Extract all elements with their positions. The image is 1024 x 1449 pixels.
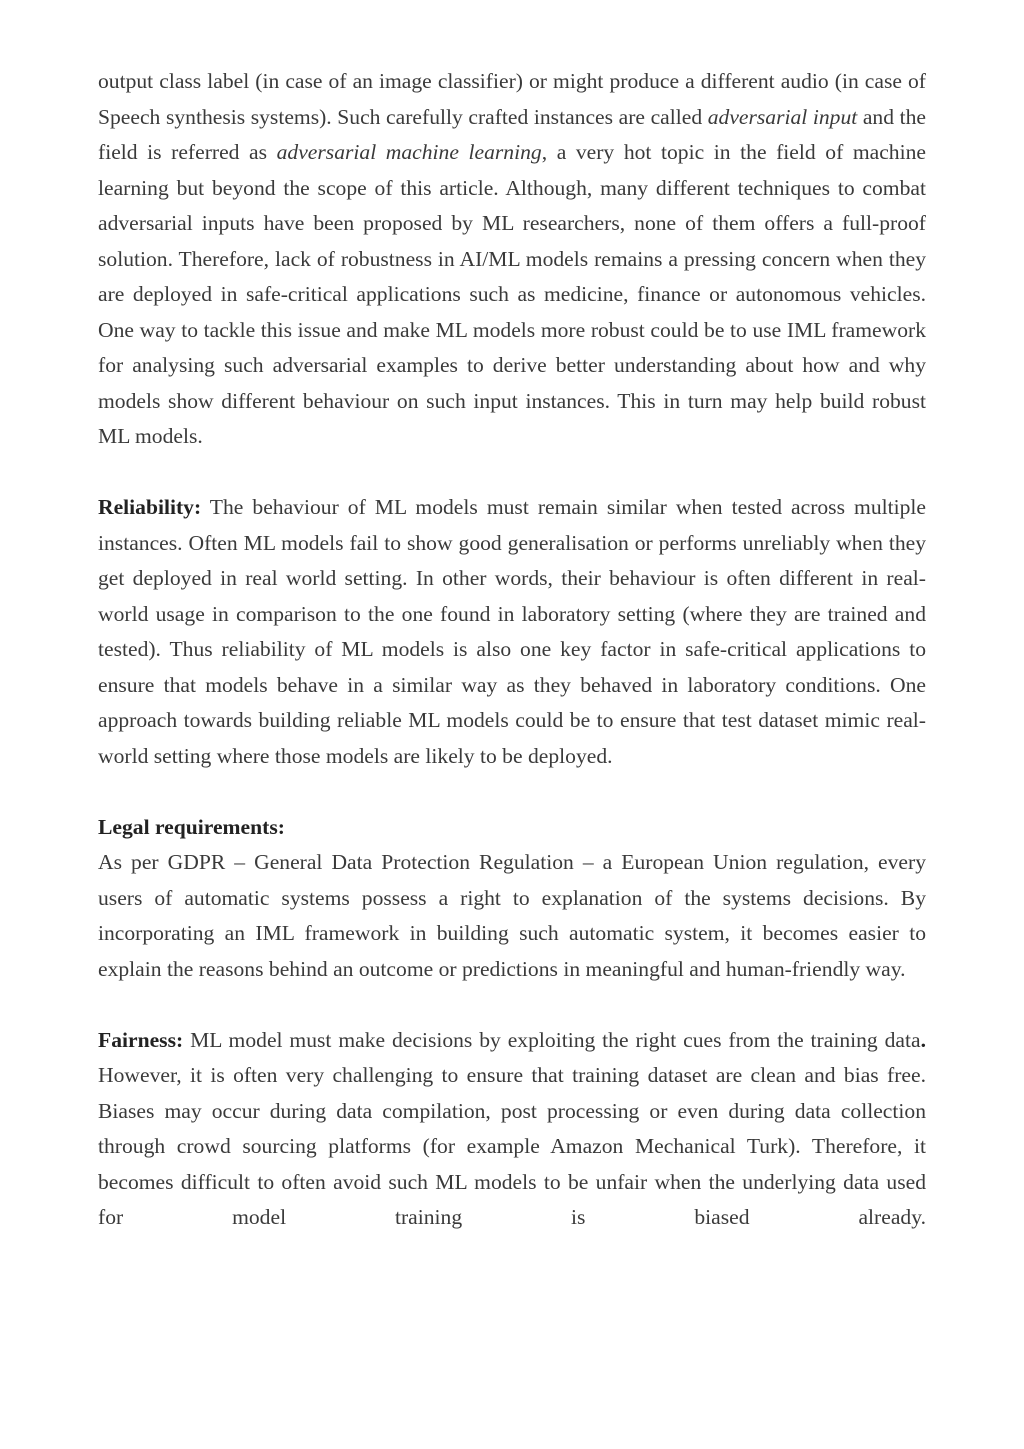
text-run: The behaviour of ML models must remain similar when tested across multiple instances. Often ML models fail to show good generalisation or performs unreliably when they get deployed in real world setting. In other words, their behaviour is often different in real-world usage in comparison to the one found in laboratory setting (where they are trained and tested). Thus reliability of ML models is also one key factor in safe-critical applications to ensure that models behave in a similar way as they behaved in laboratory conditions. One approach towards building reliable ML models could be to ensure that test dataset mimic real-world setting where those models are likely to be deployed. xyxy=(98,495,926,768)
paragraph-spacer xyxy=(98,987,926,1023)
paragraph-reliability xyxy=(98,490,926,774)
fairness-lead: Fairness: xyxy=(98,1027,184,1052)
document-page xyxy=(98,64,926,1236)
legal-heading: Legal requirements: xyxy=(98,814,285,839)
text-run: output class label (in case of an image classifier) or might produce a different audio (in case of Speech synthesis systems). Such carefully crafted instances are called xyxy=(98,69,926,129)
text-run: , a very hot topic in the field of machine learning but beyond the scope of this article. Although, many different techniques to combat adversarial inputs have been proposed by ML researchers, none of them offers a full-proof solution. Therefore, lack of robustness in AI/ML models remains a pressing concern when they are deployed in safe-critical applications such as medicine, finance or autonomous vehicles. One way to tackle this issue and make ML models more robust could be to use IML framework for analysing such adversarial examples to derive better understanding about how and why models show different behaviour on such input instances. This in turn may help build robust ML models. xyxy=(98,140,926,448)
reliability-lead: Reliability: xyxy=(98,495,202,519)
paragraph-spacer xyxy=(98,455,926,491)
paragraph-adversarial xyxy=(98,64,926,455)
text-run: ML model must make decisions by exploiting the right cues from the training data xyxy=(183,1027,921,1052)
bold-period: . xyxy=(920,1027,926,1052)
paragraph-spacer xyxy=(98,774,926,810)
paragraph-legal: As per GDPR – General Data Protection Regulation – a European Union regulation, every users of automatic systems possess a right to explanation of the systems decisions. By incorporating an IML framework in building such automatic system, it becomes easier to explain the reasons behind an outcome or predictions in meaningful and human-friendly way. xyxy=(98,850,926,981)
paragraph-fairness xyxy=(98,1023,926,1236)
text-run: However, it is often very challenging to ensure that training dataset are clean and bias free. Biases may occur during data compilation, post processing or even during data collection through crowd sourcing platforms (for example Amazon Mechanical Turk). Therefore, it becomes difficult to often avoid such ML models to be unfair when the underlying data used for model training is biased already. xyxy=(98,1063,926,1229)
term-adversarial-input: adversarial input xyxy=(707,104,858,129)
term-adversarial-machine-learning: adversarial machine learning xyxy=(276,140,542,164)
text-run: and the field is referred as xyxy=(98,104,926,164)
